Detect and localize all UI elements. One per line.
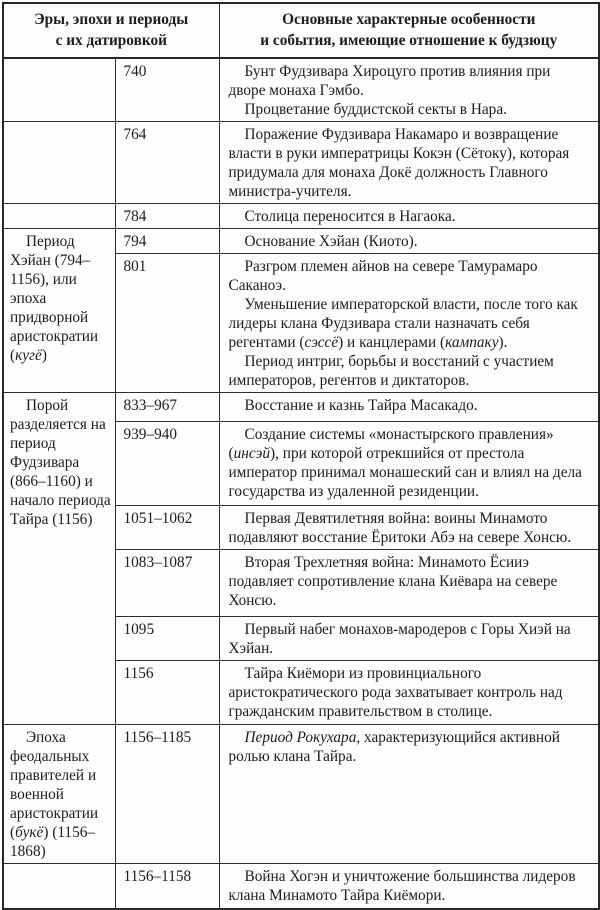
events-column-header-line2: и события, имеющие отношение к будзюцу: [260, 32, 558, 49]
paragraph: Первая Девятилетняя война: воины Минамото подавляют восстание Ёритоки Абэ на севере Хонсю.: [228, 510, 572, 546]
era-cell-empty: [3, 122, 115, 204]
description-cell: [219, 122, 599, 204]
description-cell: [219, 506, 599, 550]
description-cell: [219, 393, 599, 422]
description-cell: [219, 58, 599, 122]
table-header-row: [3, 3, 599, 58]
date-cell: 794: [115, 229, 219, 254]
description-cell: [219, 864, 599, 909]
paragraph: Бунт Фудзивара Хироцуго против влияния при дворе монаха Гэмбо.: [228, 63, 551, 99]
description-cell: [219, 617, 599, 661]
table-row: [3, 725, 599, 864]
paragraph: Эпоха феодальных правителей и военной аристократии (букё) (1156–1868): [10, 729, 99, 860]
date-cell: 1095: [115, 617, 219, 661]
table-row: [3, 393, 599, 422]
date-cell: 1156–1158: [115, 864, 219, 909]
date-cell: 1083–1087: [115, 550, 219, 617]
description-cell: [219, 229, 599, 254]
paragraph: Период Хэйан (794–1156), или эпоха придворной аристократии (кугё): [10, 233, 99, 364]
era-cell-fujiwara-taira: [3, 393, 115, 725]
paragraph: Уменьшение императорской власти, после того как лидеры клана Фудзивара стали назначать себя регентами (сэссё) и канцлерами (кампаку).: [228, 296, 578, 351]
date-cell: 784: [115, 204, 219, 229]
events-column-header-line1: Основные характерные особенности: [282, 11, 536, 28]
era-column-header-line1: Эры, эпохи и периоды: [34, 11, 189, 28]
paragraph: Период Рокухара, характеризующийся активной ролью клана Тайра.: [228, 729, 560, 765]
table-row: [3, 122, 599, 204]
date-cell: 764: [115, 122, 219, 204]
paragraph: Поражение Фудзивара Накамаро и возвращение власти в руки императрицы Кокэн (Сётоку), которая придумала для монаха Докё должность Главного министра-учителя.: [228, 126, 570, 200]
date-cell: 939–940: [115, 422, 219, 506]
paragraph: Восстание и казнь Тайра Масакадо.: [244, 397, 478, 414]
description-cell: [219, 550, 599, 617]
paragraph: Столица переносится в Нагаока.: [244, 208, 456, 225]
paragraph: Вторая Трехлетняя война: Минамото Ёсииэ подавляет сопротивление клана Киёвара на севере Хонсю.: [228, 554, 558, 609]
paragraph: Тайра Киёмори из провинциального аристократического рода захватывает контроль над гражданским правительством в столице.: [228, 665, 563, 720]
description-cell: [219, 254, 599, 393]
description-cell: [219, 725, 599, 864]
japanese-eras-table: [2, 2, 600, 910]
era-cell-empty: [3, 58, 115, 122]
date-cell: 833–967: [115, 393, 219, 422]
era-column-header: [3, 3, 219, 58]
paragraph: Первый набег монахов-мародеров с Горы Хиэй на Хэйан.: [228, 621, 571, 657]
events-column-header: [219, 3, 599, 58]
description-cell: [219, 204, 599, 229]
date-cell: 1156–1185: [115, 725, 219, 864]
table-row: [3, 58, 599, 122]
date-cell: 740: [115, 58, 219, 122]
table-row: [3, 229, 599, 254]
paragraph: Создание системы «монастырского правления» (инсэй), при которой отрекшийся от престола император принимал монашеский сан и влиял на дела государства из удаленной резиденции.: [228, 426, 582, 500]
paragraph: Процветание буддистской секты в Нара.: [244, 101, 507, 118]
description-cell: [219, 661, 599, 725]
paragraph: Разгром племен айнов на севере Тамурамаро Саканоэ.: [228, 258, 538, 294]
era-column-header-line2: с их датировкой: [55, 32, 167, 49]
paragraph: Основание Хэйан (Киото).: [244, 233, 418, 250]
date-cell: 1156: [115, 661, 219, 725]
table-row: [3, 204, 599, 229]
date-cell: 1051–1062: [115, 506, 219, 550]
description-cell: [219, 422, 599, 506]
table-row: [3, 864, 599, 909]
era-cell-empty: [3, 204, 115, 229]
era-cell-feudal-rulers: [3, 725, 115, 864]
date-cell: 801: [115, 254, 219, 393]
era-cell-empty: [3, 864, 115, 909]
era-cell-heian-period: [3, 229, 115, 393]
paragraph: Война Хогэн и уничтожение большинства лидеров клана Минамото Тайра Киёмори.: [228, 868, 576, 904]
paragraph: Период интриг, борьбы и восстаний с участием императоров, регентов и диктаторов.: [228, 353, 554, 389]
paragraph: Порой разделяется на период Фудзивара (866–1160) и начало периода Тайра (1156): [10, 397, 111, 528]
